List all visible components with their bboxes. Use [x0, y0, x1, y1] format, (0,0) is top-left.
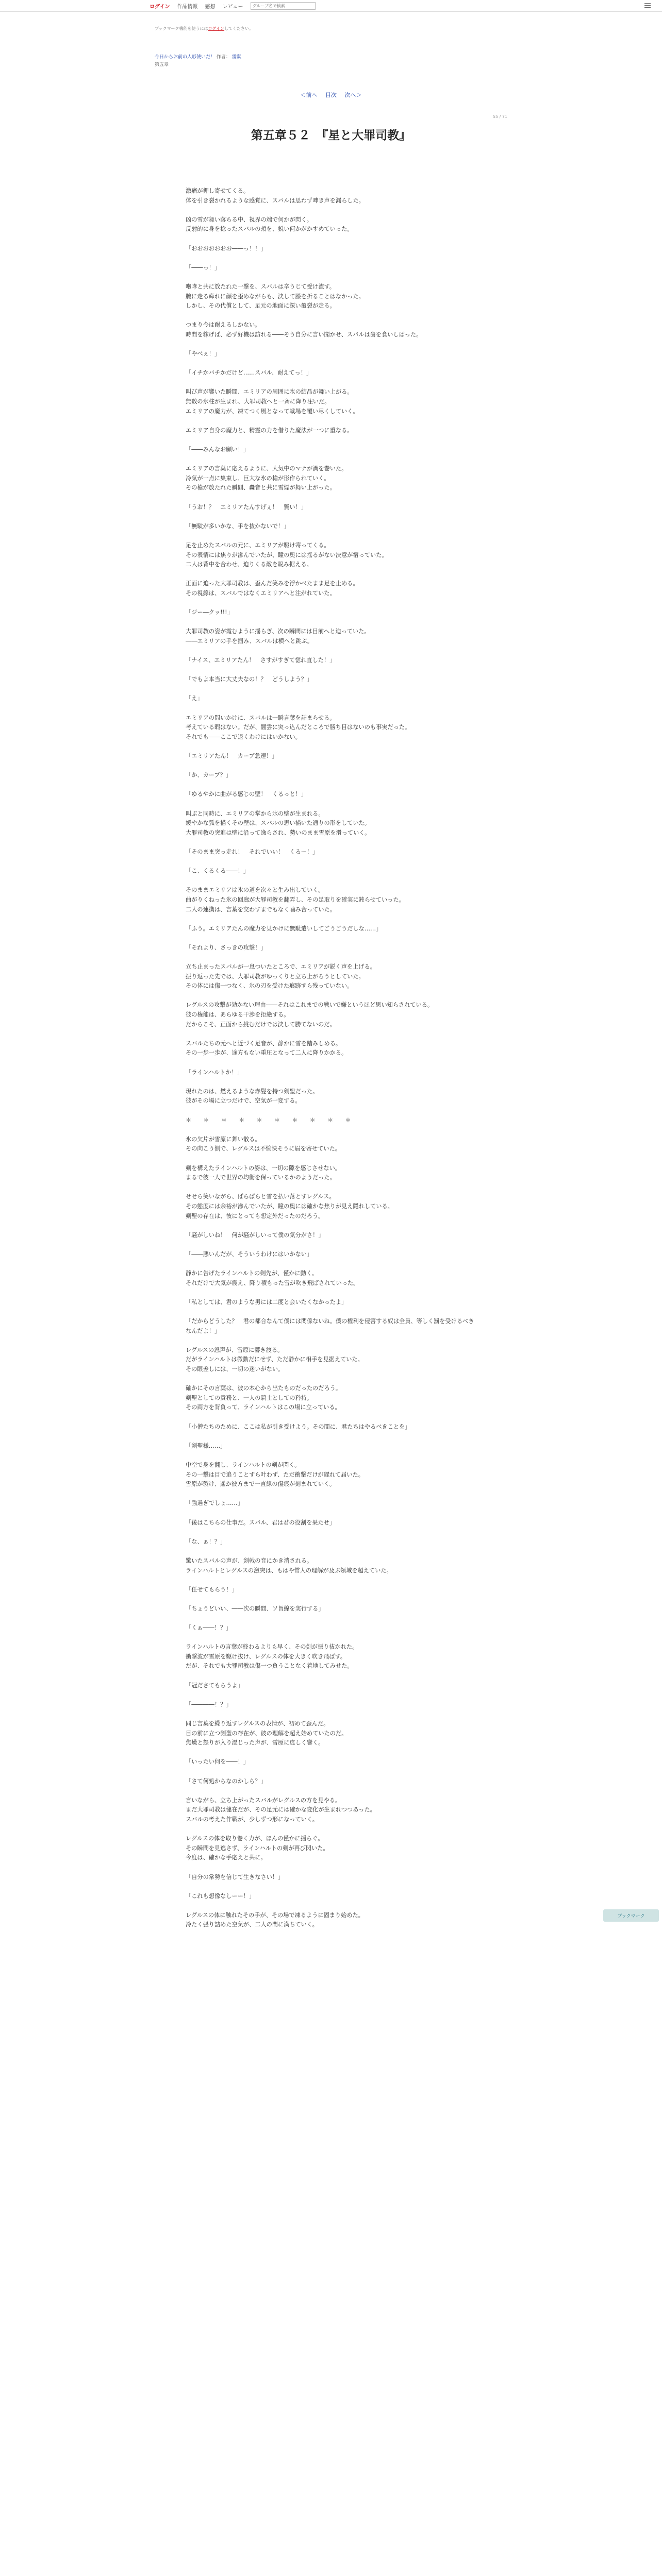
next-page-link[interactable]: 次へ＞	[344, 92, 362, 98]
novel-paragraph: 「うお！？ エミリアたんすげぇ！ 賢い！」	[186, 503, 307, 511]
novel-body	[186, 187, 474, 1940]
novel-paragraph: 現れたのは、燃えるような赤髪を持つ剣聖だった。 彼がその場に立つだけで、空気が一変する。	[186, 1088, 319, 1105]
chapter-label: 第五章	[155, 62, 169, 67]
novel-paragraph: レグルスの攻撃が効かない理由――それはこれまでの戦いで嫌というほど思い知らされている。 彼の権能は、あらゆる干渉を拒絶する。 だからこそ、正面から挑むだけでは決して勝てないのだ。	[186, 1002, 434, 1028]
novel-paragraph: 「いったい何を――！」	[186, 1758, 250, 1766]
novel-paragraph: 「これも想像なしーー！」	[186, 1892, 255, 1900]
novel-paragraph: 「騒がしいね！ 何が騒がしいって僕の気分がさ！」	[186, 1231, 324, 1239]
novel-paragraph: 正面に迫った大罪司教は、歪んだ笑みを浮かべたまま足を止める。 その視線は、スバルではなくエミリアへと注がれていた。	[186, 580, 359, 597]
novel-paragraph: 「剣聖様……」	[186, 1442, 226, 1449]
novel-paragraph: スバルたちの元へと近づく足音が、静かに雪を踏みしめる。 その一歩一歩が、途方もない重圧となって二人に降りかかる。	[186, 1040, 347, 1057]
group-search-input[interactable]	[251, 2, 316, 10]
novel-paragraph: 氷の欠片が雪原に舞い散る。 その向こう側で、レグルスは不愉快そうに眉を寄せていた。	[186, 1136, 341, 1153]
novel-paragraph: 「――っ！」	[186, 264, 221, 271]
nav-impressions-link[interactable]: 感想	[205, 4, 216, 10]
novel-paragraph: エミリアの言葉に応えるように、大気中のマナが渦を巻いた。 冷気が一点に集束し、巨大な氷の槍が形作られていく。 その槍が放たれた瞬間、轟音と共に雪煙が舞い上がった。	[186, 465, 347, 492]
series-title-link[interactable]: 今日からお前の人形使いだ！	[155, 55, 216, 60]
page-count: 55 / 71	[492, 114, 507, 119]
table-of-contents-link[interactable]: 目次	[325, 92, 337, 98]
novel-paragraph: 「ラインハルトか！」	[186, 1069, 243, 1076]
nav-links	[150, 2, 316, 10]
novel-paragraph: 「え」	[186, 695, 203, 702]
menu-icon[interactable]	[644, 3, 651, 8]
notice-prefix: ブックマーク機能を使うには	[155, 26, 208, 31]
novel-paragraph: 言いながら、立ち上がったスバルがレグルスの方を見やる。 まだ大罪司教は健在だが、その足元には確かな変化が生まれつつあった。 スバルの考えた作戦が、少しずつ形になっていく。	[186, 1797, 376, 1823]
nav-review-link[interactable]: レビュー	[222, 4, 243, 10]
novel-paragraph: 「な、ぁ！？」	[186, 1538, 226, 1545]
novel-paragraph: 「か、カーブ？」	[186, 772, 231, 779]
novel-paragraph: 叫び声が響いた瞬間、エミリアの周囲に氷の結晶が舞い上がる。 無数の氷柱が生まれ、大罪司教へと一斉に降り注いだ。 エミリアの魔力が、凍てつく風となって戦場を覆い尽くしていく。	[186, 388, 359, 415]
novel-paragraph: 「ふう。エミリアたんの魔力を見かけに無駄遣いしてごうごうだしな……」	[186, 925, 382, 932]
novel-paragraph: 「ナイス、エミリアたん！ さすがすぎて惚れ直した！」	[186, 657, 336, 664]
pager-top	[0, 91, 662, 99]
novel-paragraph: 「おおおおおおお――っ！！」	[186, 245, 267, 252]
novel-paragraph: 凶の雪が舞い落ちる中、視界の端で何かが閃く。 反射的に身を捻ったスバルの頬を、鋭い何かがかすめていった。	[186, 216, 353, 233]
novel-paragraph: 「やべぇ！」	[186, 350, 221, 358]
novel-paragraph: 「私としては、君のような男には二度と会いたくなかったよ」	[186, 1298, 347, 1306]
prev-page-link[interactable]: ＜前へ	[300, 92, 318, 98]
novel-paragraph: 足を止めたスバルの元に、エミリアが駆け寄ってくる。 その表情には焦りが滲んでいたが、瞳の奥には揺るがない決意が宿っていた。 二人は背中を合わせ、迫りくる敵を睨み据える。	[186, 541, 388, 568]
breadcrumb	[155, 54, 241, 69]
author-label: 作者：	[216, 55, 230, 60]
notice-login-link[interactable]: ログイン	[208, 26, 225, 31]
novel-paragraph: 「くぁ――！？」	[186, 1624, 232, 1632]
author-link[interactable]: 雷獣	[231, 55, 241, 60]
novel-paragraph: 激痛が押し寄せてくる。 体を引き裂かれるような感覚に、スバルは思わず呻き声を漏らした。	[186, 188, 365, 204]
novel-paragraph: 静かに告げたラインハルトの剣先が、僅かに動く。 それだけで大気が震え、降り積もった雪が吹き飛ばされていった。	[186, 1270, 359, 1286]
top-navigation-bar	[0, 0, 662, 12]
novel-paragraph: 「こ、くるくる――！」	[186, 868, 250, 875]
novel-paragraph: 「だからどうした？ 君の都合なんて僕には関係ないね。僕の権利を侵害する奴は全員、等しく罰を受けるべきなんだよ！」	[186, 1318, 474, 1334]
novel-paragraph: 「ちょうどいい、――次の瞬間、ソ旨線を実行する」	[186, 1605, 324, 1612]
novel-paragraph: エミリアの問いかけに、スバルは一瞬言葉を詰まらせる。 考えている暇はない。だが、闇雲に突っ込んだところで勝ち目はないのも事実だった。 それでも――ここで退くわけにはいかない。	[186, 714, 411, 740]
novel-paragraph: 「そのまま突っ走れ！ それでいい！ くるー！」	[186, 848, 319, 855]
novel-paragraph: 剣を構えたラインハルトの姿は、一切の隙を感じさせない。 まるで彼一人で世界の均衡を保っているかのようだった。	[186, 1164, 341, 1181]
novel-paragraph: 立ち止まったスバルが一息ついたところで、エミリアが鋭く声を上げる。 振り返った先では、大罪司教がゆっくりと立ち上がろうとしていた。 その体には傷一つなく、氷の刃を受けた痕跡すら残っていない。	[186, 963, 376, 990]
novel-paragraph: 「イチかバチかだけど……スバル、耐えてっ！」	[186, 369, 312, 377]
novel-paragraph: 咆哮と共に放たれた一撃を、スバルは辛うじて受け流す。 腕に走る痺れに顔を歪めながらも、決して膝を折ることはなかった。 しかし、その代償として、足元の地面に深い亀裂が走る。	[186, 283, 365, 310]
novel-paragraph: 「――――！？」	[186, 1701, 232, 1708]
novel-paragraph: エミリア自身の魔力と、精霊の力を借りた魔法が一つに重なる。	[186, 427, 353, 434]
novel-paragraph: 「強過ぎでしょ……」	[186, 1500, 243, 1507]
novel-paragraph: 「後はこちらの仕事だ。スバル、君は君の役割を果たせ」	[186, 1519, 335, 1526]
novel-paragraph: 「――悪いんだが、そういうわけにはいかない」	[186, 1250, 313, 1258]
nav-work-info-link[interactable]: 作品情報	[177, 4, 198, 10]
novel-paragraph: 「自分の常勢を信じて生きなさい！」	[186, 1873, 284, 1880]
novel-paragraph: 「エミリアたん！ カーブ急速！」	[186, 753, 278, 760]
novel-paragraph: ラインハルトの言葉が終わるよりも早く、その剣が振り抜かれた。 衝撃波が雪原を駆け抜け、レグルスの体を大きく吹き飛ばす。 だが、それでも大罪司教は傷一つ負うことなく着地してみせた。	[186, 1643, 358, 1670]
novel-paragraph: 驚いたスバルの声が、剣戟の音にかき消される。 ラインハルトとレグルスの激突は、もはや常人の理解が及ぶ領域を超えていた。	[186, 1557, 392, 1574]
novel-paragraph: レグルスの怒声が、雪原に響き渡る。 だがラインハルトは微動だにせず、ただ静かに相手を見据えていた。 その眼差しには、一切の迷いがない。	[186, 1346, 363, 1373]
bookmark-login-notice	[155, 26, 253, 31]
bookmark-side-button[interactable]: ブックマーク	[603, 1909, 659, 1922]
login-link[interactable]: ログイン	[150, 4, 170, 10]
novel-paragraph: 「それより、さっきの攻撃！」	[186, 944, 267, 951]
novel-paragraph: 「さて何処からなのかしら？」	[186, 1777, 267, 1785]
novel-paragraph: 「任せてもらう！」	[186, 1586, 238, 1593]
novel-paragraph: せせら笑いながら、ぱらぱらと雪を払い落とすレグルス。 その態度には余裕が滲んでいたが、瞳の奥には確かな焦りが見え隠れしている。 剣聖の存在は、彼にとっても想定外だったのだろう。	[186, 1193, 393, 1219]
novel-paragraph: 同じ言葉を繰り返すレグルスの表情が、初めて歪んだ。 目の前に立つ剣聖の存在が、彼の理解を超え始めていたのだ。 焦燥と怒りが入り混じった声が、雪原に虚しく響く。	[186, 1720, 347, 1747]
novel-paragraph: 大罪司教の姿が霞むように揺らぎ、次の瞬間には目前へと迫っていた。 ――エミリアの手を掴み、スバルは横へと跳ぶ。	[186, 628, 370, 645]
novel-paragraph: 「冠ださてもらうよ」	[186, 1682, 243, 1689]
novel-paragraph: 中空で身を翻し、ラインハルトの剣が閃く。 その一撃は目で追うことすら叶わず、ただ衝撃だけが遅れて届いた。 雪原が裂け、遥か彼方まで一直線の傷痕が刻まれていく。	[186, 1461, 364, 1488]
novel-paragraph: 「無駄が多いかな、手を抜かないで！」	[186, 522, 290, 530]
novel-paragraph: レグルスの体を取り巻く力が、ほんの僅かに揺らぐ。 その瞬間を見逃さず、ラインハルトの剣が再び閃いた。 今度は、確かな手応えと共に。	[186, 1835, 329, 1861]
novel-paragraph: ＊ ＊ ＊ ＊ ＊ ＊ ＊ ＊ ＊ ＊	[186, 1116, 354, 1124]
novel-paragraph: レグルスの体に触れたその手が、その場で凍るように固まり始めた。 冷たく張り詰めた空気が、二人の間に満ちていく。	[186, 1911, 364, 1928]
novel-paragraph: つまり今は耐えるしかない。 時間を稼げば、必ず好機は訪れる――そう自分に言い聞かせ、スバルは歯を食いしばった。	[186, 321, 422, 338]
novel-paragraph: 「――みんなお願い！」	[186, 446, 250, 453]
notice-suffix: してください。	[224, 26, 254, 31]
novel-paragraph: 「でもよ本当に大丈夫なの！？ どうしよう？」	[186, 676, 313, 683]
novel-paragraph: 「小僧たちのために、ここは私が引き受けよう。その間に、君たちはやるべきことを」	[186, 1423, 411, 1430]
novel-paragraph: 「ジー―クッ!!!」	[186, 609, 233, 616]
novel-paragraph: そのままエミリアは氷の道を次々と生み出していく。 曲がりくねった氷の回廊が大罪司教を翻弄し、その足取りを確実に鈍らせていった。 二人の連携は、言葉を交わすまでもなく噛み合っていた。	[186, 887, 405, 913]
novel-paragraph: 確かにその言葉は、彼の本心から出たものだったのだろう。 剣聖としての責務と、一人の騎士としての矜持。 その両方を背負って、ラインハルトはこの場に立っている。	[186, 1385, 342, 1411]
chapter-title: 第五章５２ 『星と大罪司教』	[251, 128, 411, 142]
novel-paragraph: 「ゆるやかに曲がる感じの壁！ くるっと！」	[186, 791, 307, 798]
novel-paragraph: 叫ぶと同時に、エミリアの掌から氷の壁が生まれる。 緩やかな弧を描くその壁は、スバルの思い描いた通りの形をしていた。 大罪司教の突進は壁に沿って逸らされ、勢いのまま雪原を滑っていく。	[186, 810, 371, 836]
